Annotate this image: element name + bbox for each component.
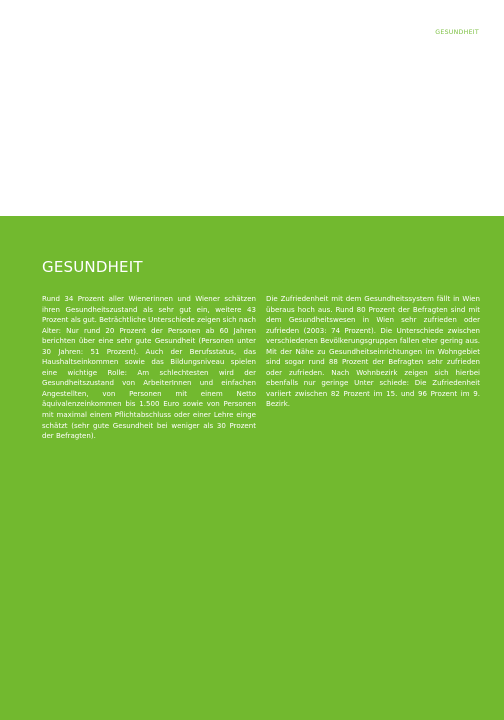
running-header: GESUNDHEIT xyxy=(435,29,479,36)
section-title: GESUNDHEIT xyxy=(42,258,143,276)
body-text-right-column: Die Zufriedenheit mit dem Gesundheitssystem fällt in Wien überaus hoch aus. Rund 80 Prozent der Befragten sind mit dem Gesundheitswesen in Wien sehr zufrieden oder zufrieden (2003: 74 Prozent). Die Unterschiede zwischen verschiedenen Bevölkerungsgruppen fallen eher gering aus. Mit der Nähe zu Gesundheitseinrichtungen im Wohngebiet sind sogar rund 88 Prozent der Befragten sehr zufrieden oder zufrieden. Nach Wohnbezirk zeigen sich hierbei ebenfalls nur geringe Unter schiede: Die Zufriedenheit variiert zwischen 82 Prozent im 15. und 96 Prozent im 9. Bezirk. xyxy=(266,294,480,409)
body-text-left-column: Rund 34 Prozent aller Wienerinnen und Wiener schätzen ihren Gesundheitszustand als sehr gut ein, weitere 43 Prozent als gut. Beträchtliche Unterschiede zeigen sich nach Alter: Nur rund 20 Prozent der Personen ab 60 Jahren berichten über eine sehr gute Gesundheit (Personen unter 30 Jahren: 51 Prozent). Auch der Berufsstatus, das Haushaltseinkommen sowie das Bildungsniveau spielen eine wichtige Rolle: Am schlechtesten wird der Gesundheitszustand von ArbeiterInnen und einfachen Angestellten, von Personen mit einem Netto äquivalenzeinkommen bis 1.500 Euro sowie von Personen mit maximal einem Pflichtabschluss oder einer Lehre einge schätzt (sehr gute Gesundheit bei weniger als 30 Prozent der Befragten). xyxy=(42,294,256,441)
section-panel xyxy=(0,216,504,720)
top-blank-area xyxy=(0,0,504,216)
